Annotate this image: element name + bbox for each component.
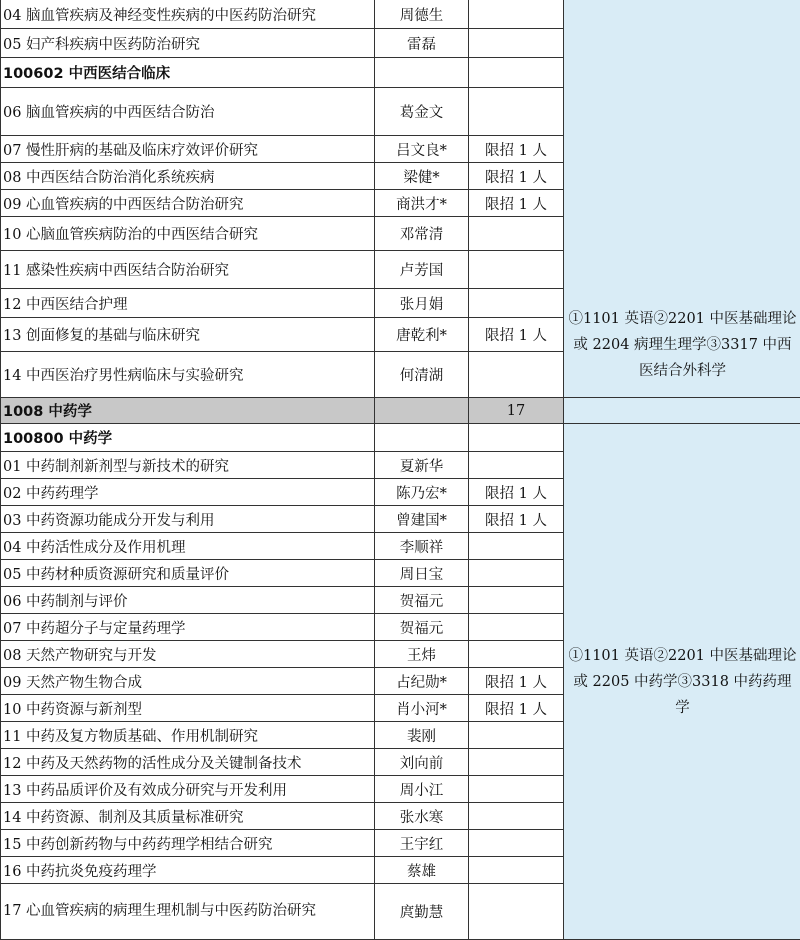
note-cell <box>469 0 564 29</box>
supervisor-cell: 贺福元 <box>375 587 469 614</box>
note-cell <box>469 29 564 58</box>
note-cell <box>469 560 564 587</box>
supervisor-cell: 张月娟 <box>375 289 469 318</box>
supervisor-cell: 刘向前 <box>375 749 469 776</box>
direction-cell: 10 中药资源与新剂型 <box>1 695 375 722</box>
supervisor-cell: 蔡雄 <box>375 857 469 884</box>
direction-cell: 02 中药药理学 <box>1 479 375 506</box>
note-cell: 限招 1 人 <box>469 479 564 506</box>
direction-cell: 11 感染性疾病中西医结合防治研究 <box>1 251 375 289</box>
supervisor-cell: 周德生 <box>375 0 469 29</box>
supervisor-cell: 商洪才* <box>375 190 469 217</box>
note-cell <box>469 857 564 884</box>
direction-cell: 07 慢性肝病的基础及临床疗效评价研究 <box>1 136 375 163</box>
note-cell <box>469 452 564 479</box>
table-row <box>1 398 800 424</box>
direction-cell: 14 中药资源、制剂及其质量标准研究 <box>1 803 375 830</box>
direction-cell: 06 中药制剂与评价 <box>1 587 375 614</box>
note-cell <box>469 722 564 749</box>
note-cell <box>469 587 564 614</box>
note-cell <box>469 830 564 857</box>
supervisor-cell: 梁健* <box>375 163 469 190</box>
note-cell <box>469 88 564 136</box>
note-cell <box>469 884 564 940</box>
supervisor-cell: 曾建国* <box>375 506 469 533</box>
supervisor-cell: 夏新华 <box>375 452 469 479</box>
direction-cell: 04 中药活性成分及作用机理 <box>1 533 375 560</box>
note-cell <box>469 289 564 318</box>
direction-cell: 08 天然产物研究与开发 <box>1 641 375 668</box>
supervisor-cell: 王炜 <box>375 641 469 668</box>
direction-cell: 05 妇产科疾病中医药防治研究 <box>1 29 375 58</box>
direction-cell: 03 中药资源功能成分开发与利用 <box>1 506 375 533</box>
supervisor-cell <box>375 424 469 452</box>
supervisor-cell: 肖小河* <box>375 695 469 722</box>
table-row <box>1 0 800 29</box>
note-cell <box>469 58 564 88</box>
direction-cell: 04 脑血管疾病及神经变性疾病的中医药防治研究 <box>1 0 375 29</box>
note-cell: 限招 1 人 <box>469 190 564 217</box>
note-cell: 限招 1 人 <box>469 506 564 533</box>
direction-cell: 06 脑血管疾病的中西医结合防治 <box>1 88 375 136</box>
direction-cell: 05 中药材种质资源研究和质量评价 <box>1 560 375 587</box>
exam-subjects-text: ①1101 英语②2201 中医基础理论或 2205 中药学③3318 中药药理学 <box>568 643 797 721</box>
supervisor-cell: 吕文良* <box>375 136 469 163</box>
note-cell: 限招 1 人 <box>469 695 564 722</box>
exam-subjects-cell <box>564 424 800 940</box>
note-cell <box>469 424 564 452</box>
supervisor-cell: 周小江 <box>375 776 469 803</box>
supervisor-cell: 卢芳国 <box>375 251 469 289</box>
exam-subjects-cell <box>564 398 800 424</box>
supervisor-cell <box>375 58 469 88</box>
supervisor-cell: 何清湖 <box>375 352 469 398</box>
direction-cell: 09 天然产物生物合成 <box>1 668 375 695</box>
direction-cell: 15 中药创新药物与中药药理学相结合研究 <box>1 830 375 857</box>
supervisor-cell: 李顺祥 <box>375 533 469 560</box>
note-cell: 限招 1 人 <box>469 136 564 163</box>
note-cell <box>469 641 564 668</box>
exam-subjects-text: ①1101 英语②2201 中医基础理论或 2204 病理生理学③3317 中西医结合外科学 <box>568 306 797 384</box>
exam-subjects-cell <box>564 0 800 398</box>
direction-cell: 13 中药品质评价及有效成分研究与开发利用 <box>1 776 375 803</box>
direction-cell: 12 中西医结合护理 <box>1 289 375 318</box>
note-cell <box>469 803 564 830</box>
direction-cell: 01 中药制剂新剂型与新技术的研究 <box>1 452 375 479</box>
direction-cell: 08 中西医结合防治消化系统疾病 <box>1 163 375 190</box>
supervisor-cell: 陈乃宏* <box>375 479 469 506</box>
enrollment-count-cell: 17 <box>469 398 564 424</box>
note-cell <box>469 533 564 560</box>
note-cell: 限招 1 人 <box>469 163 564 190</box>
direction-cell: 14 中西医治疗男性病临床与实验研究 <box>1 352 375 398</box>
supervisor-cell <box>375 398 469 424</box>
supervisor-cell: 裴刚 <box>375 722 469 749</box>
supervisor-cell: 王宇红 <box>375 830 469 857</box>
note-cell <box>469 776 564 803</box>
note-cell <box>469 352 564 398</box>
direction-cell: 17 心血管疾病的病理生理机制与中医药防治研究 <box>1 884 375 940</box>
supervisor-cell: 占纪勋* <box>375 668 469 695</box>
major-code-cell: 100800 中药学 <box>1 424 375 452</box>
direction-cell: 16 中药抗炎免疫药理学 <box>1 857 375 884</box>
supervisor-cell: 唐乾利* <box>375 318 469 352</box>
note-cell: 限招 1 人 <box>469 318 564 352</box>
major-code-cell: 1008 中药学 <box>1 398 375 424</box>
note-cell <box>469 614 564 641</box>
supervisor-cell: 邓常清 <box>375 217 469 251</box>
major-code-cell: 100602 中西医结合临床 <box>1 58 375 88</box>
supervisor-cell: 张水寒 <box>375 803 469 830</box>
table-row <box>1 424 800 452</box>
supervisor-cell: 周日宝 <box>375 560 469 587</box>
note-cell <box>469 251 564 289</box>
note-cell: 限招 1 人 <box>469 668 564 695</box>
note-cell <box>469 217 564 251</box>
supervisor-cell: 葛金文 <box>375 88 469 136</box>
supervisor-cell: 庹勤慧 <box>375 884 469 940</box>
direction-cell: 09 心血管疾病的中西医结合防治研究 <box>1 190 375 217</box>
direction-cell: 13 创面修复的基础与临床研究 <box>1 318 375 352</box>
supervisor-cell: 贺福元 <box>375 614 469 641</box>
supervisor-cell: 雷磊 <box>375 29 469 58</box>
direction-cell: 11 中药及复方物质基础、作用机制研究 <box>1 722 375 749</box>
note-cell <box>469 749 564 776</box>
direction-cell: 07 中药超分子与定量药理学 <box>1 614 375 641</box>
direction-cell: 10 心脑血管疾病防治的中西医结合研究 <box>1 217 375 251</box>
direction-cell: 12 中药及天然药物的活性成分及关键制备技术 <box>1 749 375 776</box>
